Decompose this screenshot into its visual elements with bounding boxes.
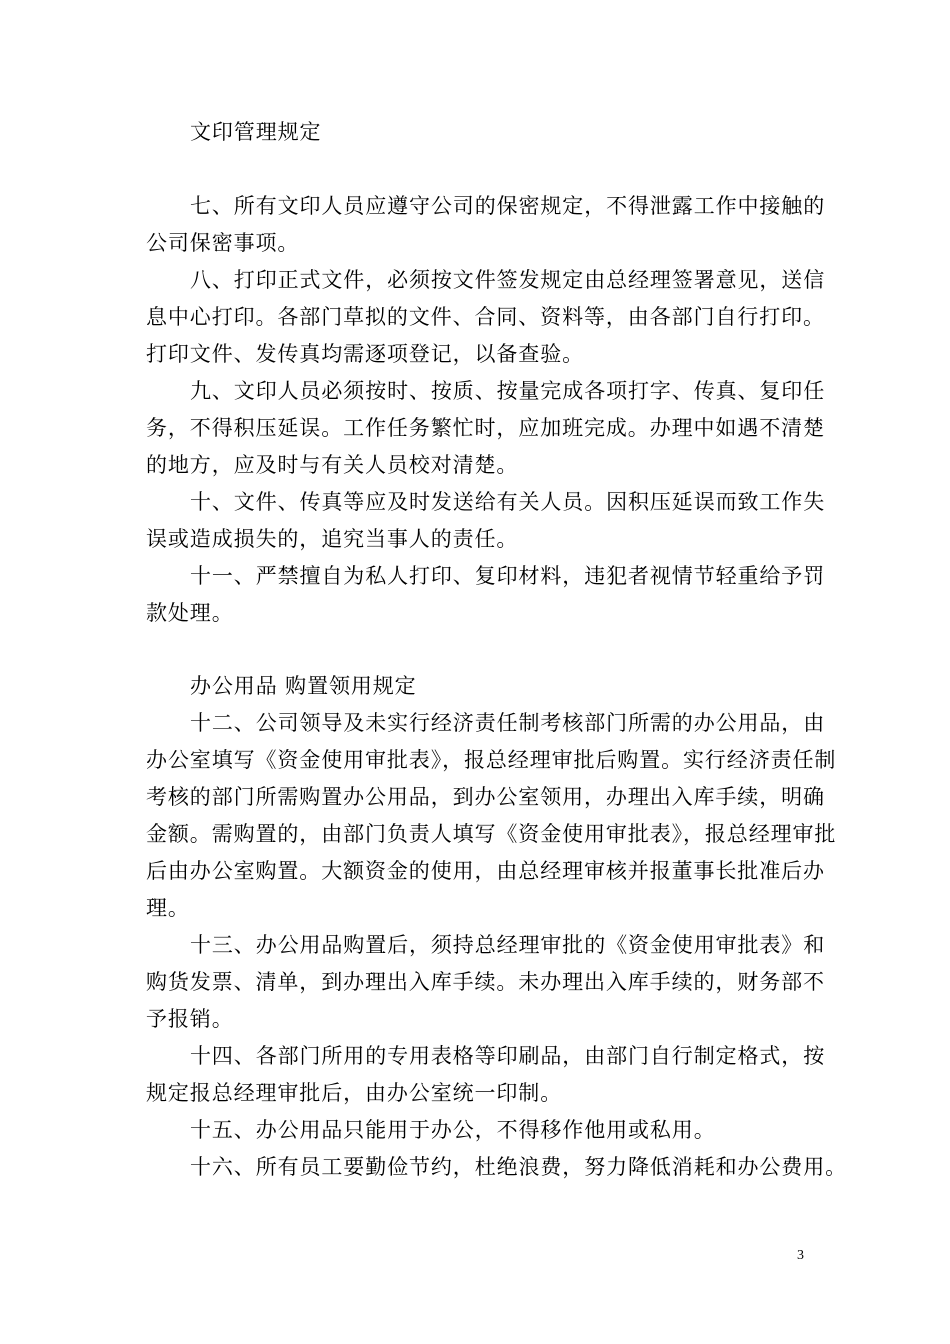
paragraph-text: 的地方，应及时与有关人员校对清楚。 xyxy=(146,453,519,477)
paragraph-text: 办公室填写《资金使用审批表》，报总经理审批后购置。实行经济责任制 xyxy=(146,748,837,772)
paragraph-text: 十、文件、传真等应及时发送给有关人员。因积压延误而致工作失 xyxy=(190,490,826,514)
heading-text: 文印管理规定 xyxy=(190,120,322,144)
paragraph-text: 十四、各部门所用的专用表格等印刷品，由部门自行制定格式，按 xyxy=(190,1044,826,1068)
paragraph-text: 考核的部门所需购置办公用品，到办公室领用，办理出入库手续，明确 xyxy=(146,785,825,809)
paragraph-text: 购货发票、清单，到办理出入库手续。未办理出入库手续的，财务部不 xyxy=(146,970,825,994)
paragraph-text: 理。 xyxy=(146,896,190,920)
paragraph-text: 十五、办公用品只能用于办公，不得移作他用或私用。 xyxy=(190,1118,716,1142)
paragraph-text: 款处理。 xyxy=(146,601,234,625)
paragraph-text: 误或造成损失的，追究当事人的责任。 xyxy=(146,527,519,551)
paragraph-text: 金额。需购置的，由部门负责人填写《资金使用审批表》，报总经理审批 xyxy=(146,822,837,846)
heading-text: 办公用品 购置领用规定 xyxy=(190,674,417,698)
paragraph-text: 规定报总经理审批后，由办公室统一印制。 xyxy=(146,1081,563,1105)
paragraph-text: 予报销。 xyxy=(146,1007,234,1031)
paragraph-text: 七、所有文印人员应遵守公司的保密规定，不得泄露工作中接触的 xyxy=(190,194,826,218)
page-number: 3 xyxy=(797,1248,804,1263)
paragraph-text: 务，不得积压延误。工作任务繁忙时，应加班完成。办理中如遇不清楚 xyxy=(146,416,825,440)
paragraph-text: 公司保密事项。 xyxy=(146,231,300,255)
paragraph-text: 十二、公司领导及未实行经济责任制考核部门所需的办公用品，由 xyxy=(190,711,826,735)
paragraph-text: 息中心打印。各部门草拟的文件、合同、资料等，由各部门自行打印。 xyxy=(146,305,825,329)
paragraph-text: 后由办公室购置。大额资金的使用，由总经理审核并报董事长批准后办 xyxy=(146,859,825,883)
paragraph-text: 八、打印正式文件，必须按文件签发规定由总经理签署意见，送信 xyxy=(190,268,826,292)
paragraph-text: 打印文件、发传真均需逐项登记，以备查验。 xyxy=(146,342,584,366)
paragraph-text: 十一、严禁擅自为私人打印、复印材料，违犯者视情节轻重给予罚 xyxy=(190,564,826,588)
paragraph-text: 十三、办公用品购置后，须持总经理审批的《资金使用审批表》和 xyxy=(190,933,826,957)
paragraph-text: 十六、所有员工要勤俭节约，杜绝浪费，努力降低消耗和办公费用。 xyxy=(190,1155,847,1179)
paragraph-text: 九、文印人员必须按时、按质、按量完成各项打字、传真、复印任 xyxy=(190,379,826,403)
